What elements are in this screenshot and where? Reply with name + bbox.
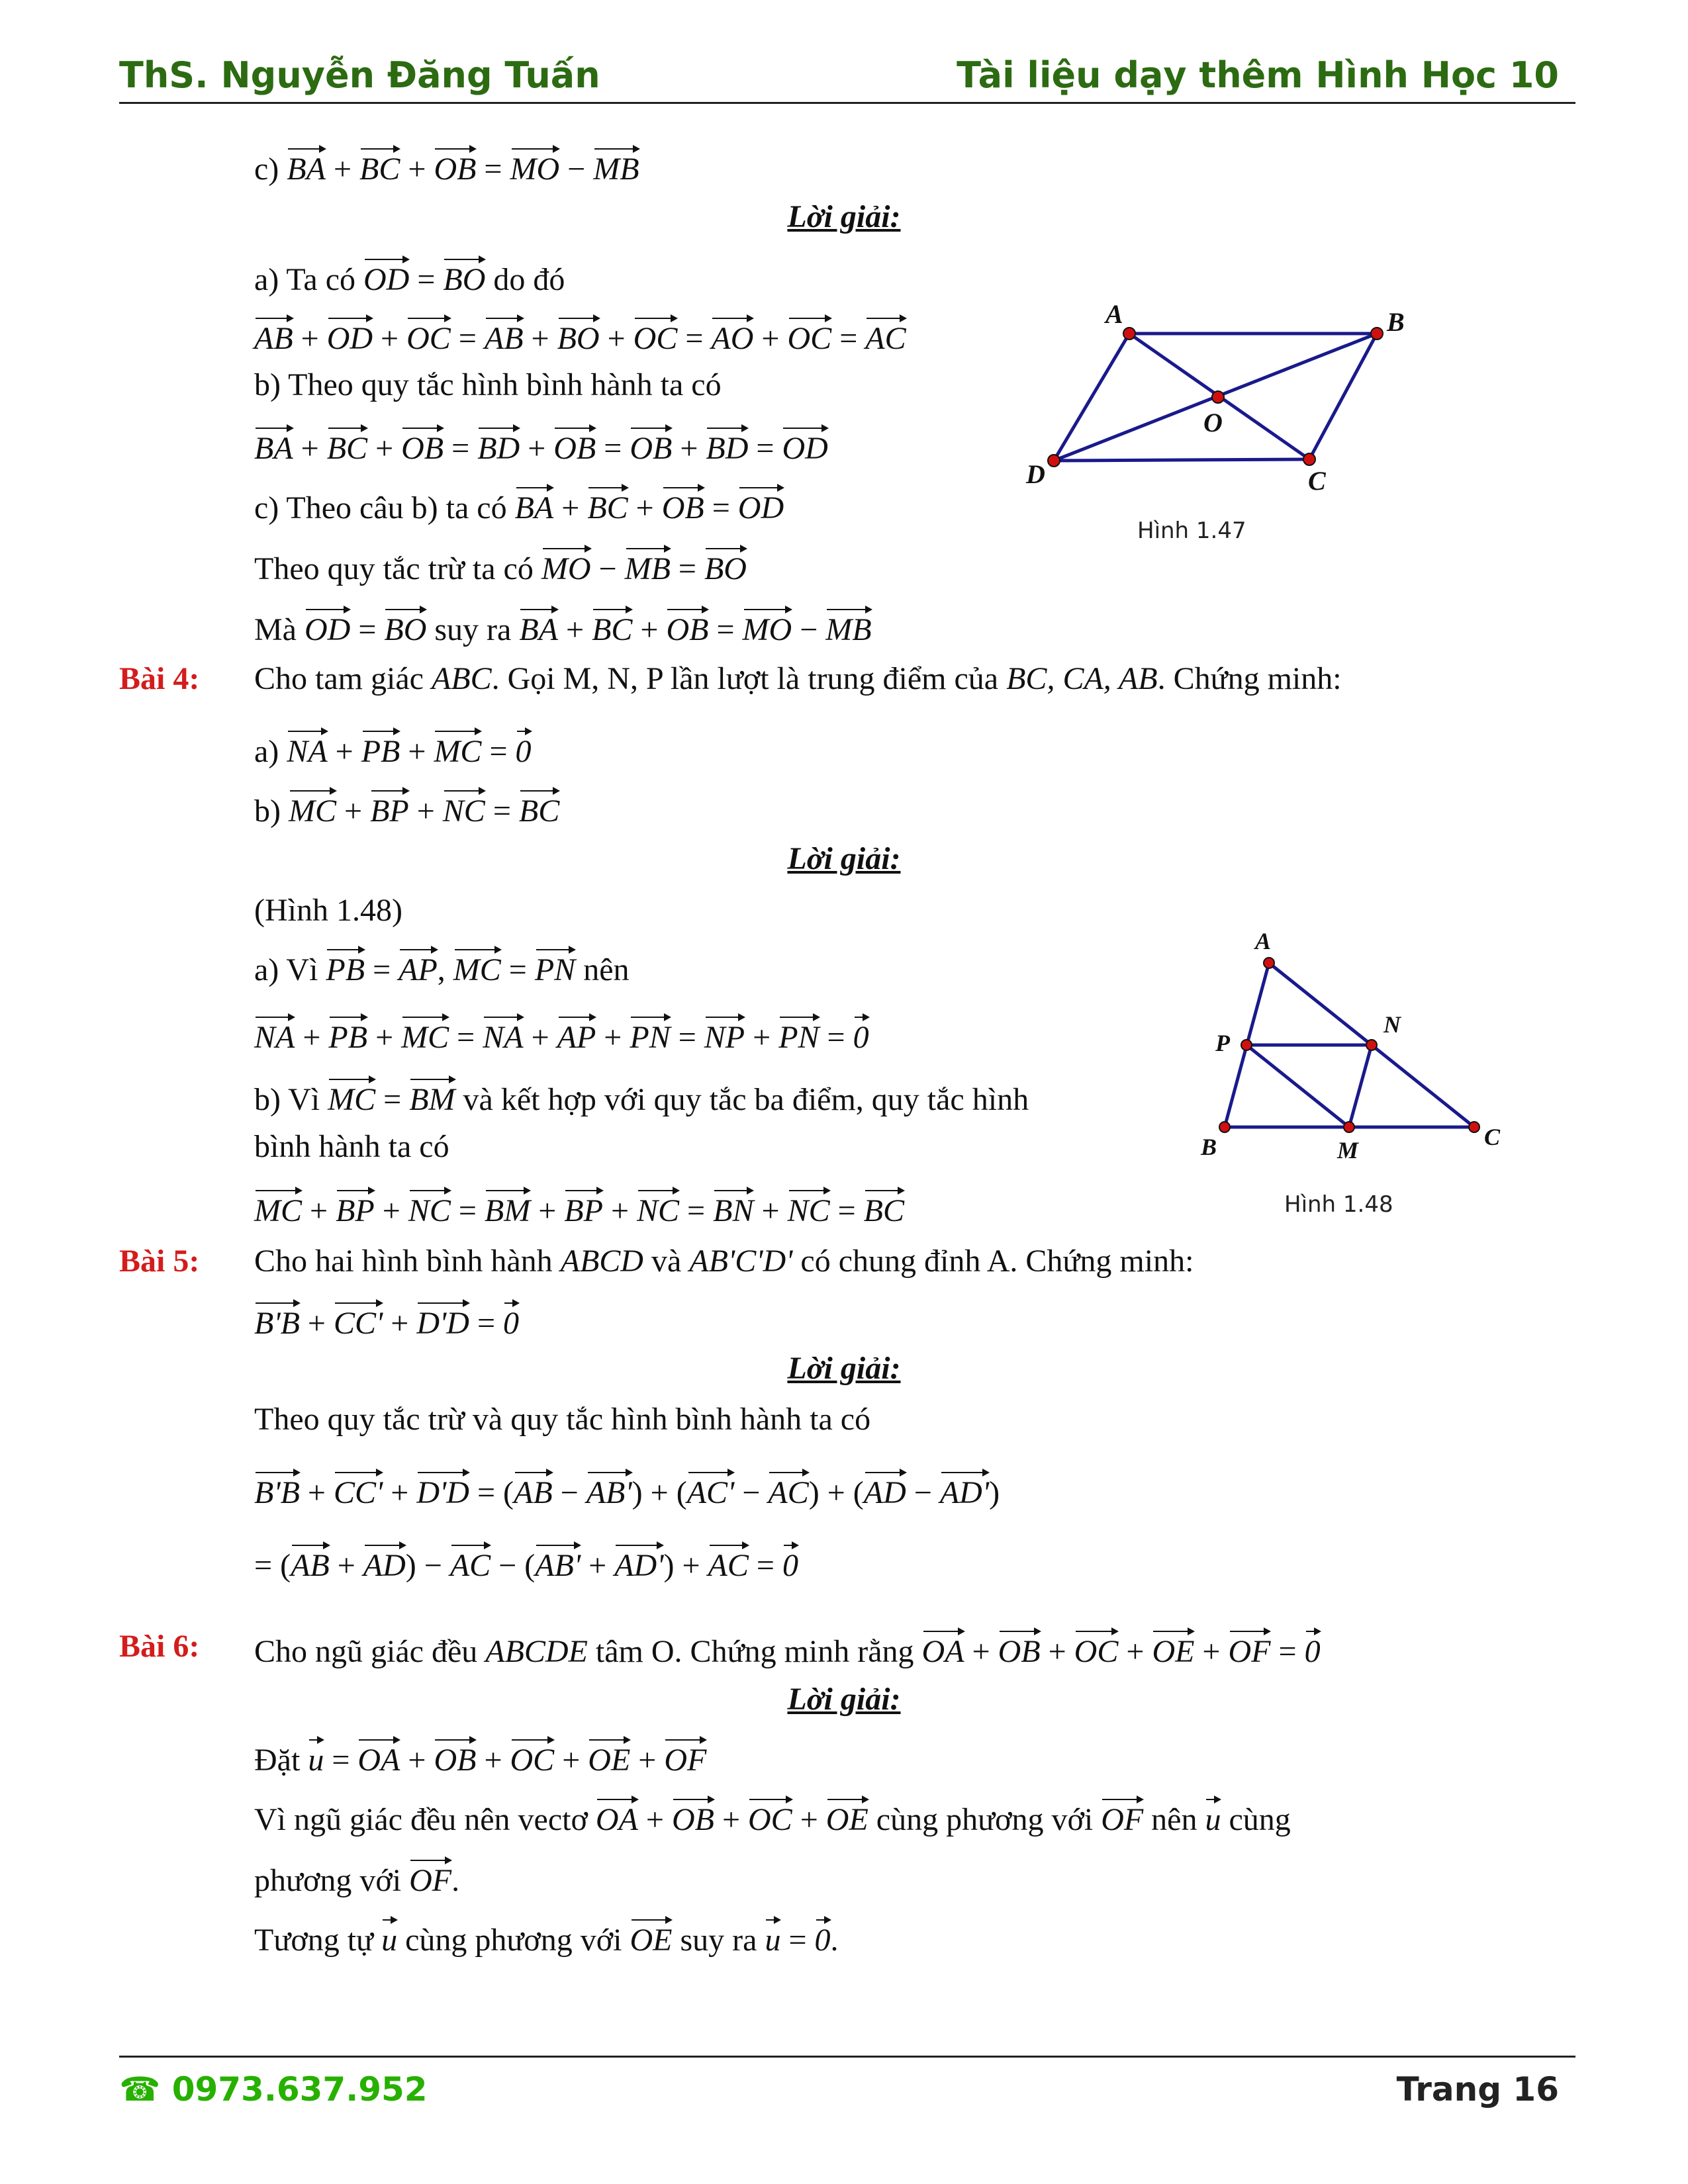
- ex4-statement: [254, 659, 1342, 699]
- ex4-label: Bài 4:: [119, 661, 200, 696]
- figure-1-47-caption: Hình 1.47: [1137, 518, 1246, 544]
- label-a: A: [1105, 299, 1123, 329]
- ex4-sol-a-prefix: a) Vì: [254, 952, 318, 987]
- ex4-figure-ref: (Hình 1.48): [254, 893, 402, 928]
- ex3-sol-c2: Theo quy tắc trừ ta có MO − MB = BO: [254, 544, 747, 589]
- segment-da: [1054, 334, 1129, 461]
- ex3-sol-c: c) Theo câu b) ta có BA + BC + OB = OD: [254, 483, 784, 528]
- ex6-sol2-prefix: Vì ngũ giác đều nên vectơ: [254, 1802, 588, 1837]
- ex3-sol-c3-prefix: Mà: [254, 612, 297, 647]
- figure-1-48: [1192, 927, 1523, 1178]
- ex4-stmt-end: . Chứng minh:: [1157, 661, 1342, 696]
- ex4-sol-b-equation: MC + BP + NC = BM + BP + NC = BN + NC = BC: [254, 1186, 904, 1231]
- point-p: [1241, 1040, 1252, 1050]
- ex3-sol-a-mid: do đó: [493, 262, 565, 297]
- label-c: C: [1484, 1124, 1501, 1150]
- ex5-sol-equation-1: B'B + CC' + D'D = (AB − AB') + (AC' − AC) + (AD − AD'): [254, 1468, 1000, 1513]
- ex5-solution-title: Lời giải:: [787, 1351, 901, 1386]
- ex4-sol-b-end: và kết hợp với quy tắc ba điểm, quy tắc hình: [463, 1082, 1029, 1117]
- ex4-sol-a: a) Vì PB = AP, MC = PN nên: [254, 945, 630, 990]
- label-n: N: [1383, 1011, 1401, 1038]
- ex5-sol-equation-2: = (AB + AD) − AC − (AB' + AD') + AC = 0: [254, 1541, 798, 1586]
- ex4-part-a: a) NA + PB + MC = 0: [254, 727, 532, 772]
- ex4-solution-title: Lời giải:: [787, 841, 901, 876]
- point-m: [1344, 1122, 1354, 1132]
- ex5-stmt-end: có chung đỉnh A. Chứng minh:: [800, 1244, 1194, 1279]
- figure-1-47: [1019, 291, 1443, 516]
- ex5-stmt-prefix: Cho hai hình bình hành: [254, 1244, 553, 1279]
- ex3-solution-title: Lời giải:: [787, 199, 901, 234]
- header-divider: [119, 102, 1575, 104]
- ex6-sol2-mid2: nên: [1151, 1802, 1197, 1837]
- ex6-sol4-mid2: suy ra: [680, 1923, 757, 1958]
- label-o: O: [1203, 408, 1223, 437]
- ex3-sol-c2-prefix: Theo quy tắc trừ ta có: [254, 551, 534, 586]
- ex4-stmt-prefix: Cho tam giác: [254, 661, 424, 696]
- footer-page-number: Trang 16: [1396, 2070, 1559, 2109]
- footer-phone: ☎ 0973.637.952: [119, 2070, 428, 2109]
- header-title: Tài liệu dạy thêm Hình Học 10: [957, 54, 1559, 96]
- ex5-statement: [254, 1242, 1194, 1281]
- ex6-sol3-prefix: phương với: [254, 1863, 402, 1898]
- segment-nm: [1349, 1045, 1372, 1127]
- ex6-stmt-prefix: Cho ngũ giác đều: [254, 1634, 478, 1669]
- ex3-sol-a-prefix: a) Ta có: [254, 262, 355, 297]
- ex3-sol-c-prefix: c) Theo câu b) ta có: [254, 490, 507, 525]
- ex6-stmt-mid: tâm O. Chứng minh rằng: [595, 1634, 914, 1669]
- ex6-sol-1: Đặt u = OA + OB + OC + OE + OF: [254, 1735, 706, 1780]
- ex3-part-c: c) BA + BC + OB = MO − MB: [254, 144, 639, 189]
- ex5-parallelogram-1: ABCD: [560, 1244, 643, 1279]
- ex4-sol-b-line2: bình hành ta có: [254, 1129, 449, 1164]
- point-c: [1303, 453, 1315, 465]
- ex4-b-prefix: b): [254, 794, 281, 829]
- point-a: [1264, 958, 1274, 968]
- ex4-sol-a-end: nên: [583, 952, 630, 987]
- ex5-and: và: [651, 1244, 682, 1279]
- ex3-sol-b-equation: BA + BC + OB = BD + OB = OB + BD = OD: [254, 424, 828, 469]
- segment-mp: [1246, 1045, 1349, 1127]
- ex4-sol-b: b) Vì MC = BM và kết hợp với quy tắc ba điểm, quy tắc hình: [254, 1075, 1029, 1120]
- header-author: ThS. Nguyễn Đăng Tuấn: [119, 54, 600, 96]
- ex3-sol-a: a) Ta có OD = BO do đó: [254, 255, 565, 300]
- label-a: A: [1255, 928, 1272, 954]
- segment-bc: [1309, 334, 1377, 459]
- ex3-sol-c3-mid: suy ra: [434, 612, 512, 647]
- ex4-part-b: b) MC + BP + NC = BC: [254, 786, 559, 831]
- ex4-stmt-mid: . Gọi M, N, P lần lượt là trung điểm của: [491, 661, 999, 696]
- ex6-sol-2: Vì ngũ giác đều nên vectơ OA + OB + OC + OE cùng phương với OF nên u cùng: [254, 1795, 1291, 1840]
- ex6-sol2-mid: cùng phương với: [876, 1802, 1094, 1837]
- point-n: [1366, 1040, 1377, 1050]
- label-b: B: [1387, 307, 1405, 337]
- ex6-sol1-prefix: Đặt: [254, 1743, 301, 1778]
- ex4-sol-a-equation: NA + PB + MC = NA + AP + PN = NP + PN = 0: [254, 1013, 869, 1058]
- segment-cd: [1054, 459, 1309, 461]
- ex6-sol2-end: cùng: [1229, 1802, 1291, 1837]
- ex5-sol-line: Theo quy tắc trừ và quy tắc hình bình hành ta có: [254, 1402, 871, 1437]
- ex6-sol4-mid: cùng phương với: [405, 1923, 622, 1958]
- ex3-c-prefix: c): [254, 152, 279, 187]
- ex6-polygon: ABCDE: [485, 1634, 588, 1669]
- ex6-sol-3: phương với OF.: [254, 1856, 459, 1901]
- ex6-solution-title: Lời giải:: [787, 1682, 901, 1717]
- ex5-claim: B'B + CC' + D'D = 0: [254, 1298, 519, 1343]
- ex6-label: Bài 6:: [119, 1629, 200, 1664]
- ex4-sides: BC, CA, AB: [1006, 661, 1158, 696]
- figure-1-48-caption: Hình 1.48: [1284, 1191, 1393, 1218]
- ex6-sol-4: Tương tự u cùng phương với OE suy ra u = 0.: [254, 1915, 839, 1960]
- ex5-label: Bài 5:: [119, 1244, 200, 1279]
- label-m: M: [1337, 1137, 1359, 1163]
- label-d: D: [1026, 459, 1045, 489]
- ex4-triangle: ABC: [431, 661, 492, 696]
- ex3-sol-a-equation: AB + OD + OC = AB + BO + OC = AO + OC = AC: [254, 314, 906, 359]
- ex3-sol-b: b) Theo quy tắc hình bình hành ta có: [254, 367, 722, 402]
- footer-divider: [119, 2056, 1575, 2058]
- point-b: [1219, 1122, 1230, 1132]
- point-a: [1123, 328, 1135, 340]
- label-c: C: [1308, 466, 1326, 496]
- point-b: [1371, 328, 1383, 340]
- ex6-sol4-prefix: Tương tự: [254, 1923, 374, 1958]
- label-b: B: [1201, 1134, 1217, 1160]
- ex6-statement: Cho ngũ giác đều ABCDE tâm O. Chứng minh rằng OA + OB + OC + OE + OF = 0: [254, 1627, 1321, 1672]
- ex3-sol-c3: Mà OD = BO suy ra BA + BC + OB = MO − MB: [254, 605, 872, 650]
- ex5-parallelogram-2: AB'C'D': [689, 1244, 793, 1279]
- point-c: [1469, 1122, 1479, 1132]
- ex4-sol-b-prefix: b) Vì: [254, 1082, 320, 1117]
- point-o: [1212, 391, 1224, 403]
- label-p: P: [1215, 1030, 1230, 1056]
- point-d: [1048, 455, 1060, 467]
- ex4-a-prefix: a): [254, 734, 279, 769]
